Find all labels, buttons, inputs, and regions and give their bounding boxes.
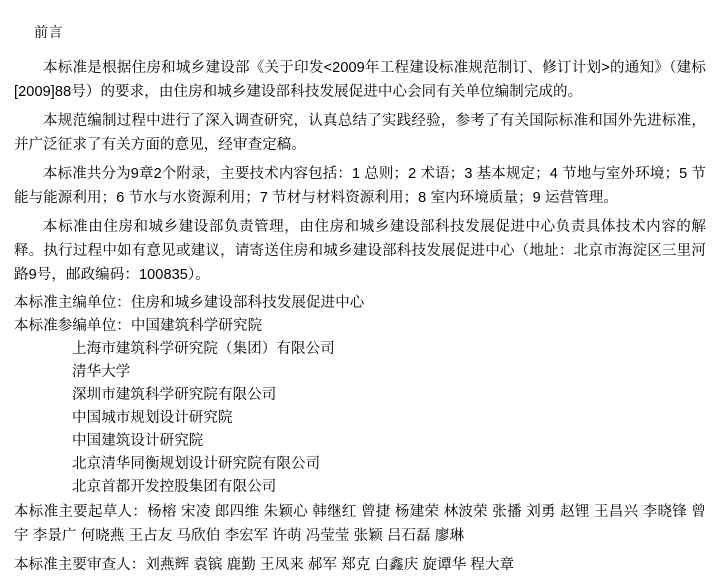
- participating-unit-item: 中国城市规划设计研究院: [72, 410, 233, 426]
- main-reviewers-label: 本标准主要审查人：: [14, 557, 146, 573]
- participating-unit-item: 北京清华同衡规划设计研究院有限公司: [72, 456, 321, 472]
- participating-units-first: 中国建筑科学研究院: [130, 318, 263, 334]
- participating-units-line: [14, 315, 706, 338]
- paragraph-3: 本标准共分为9章2个附录，主要技术内容包括：1 总则；2 术语；3 基本规定；4 节地与室外环境；5 节能与能源利用；6 节水与水资源利用；7 节材与材料资源利用；8 室内环境质量；9 运营管理。: [14, 166, 706, 206]
- paragraph-1: 本标准是根据住房和城乡建设部《关于印发<2009年工程建设标准规范制订、修订计划>的通知》（建标[2009]88号）的要求，由住房和城乡建设部科技发展促进中心会同有关单位编制完成的。: [14, 60, 706, 100]
- main-reviewers-value: 刘燕辉 袁镔 鹿勤 王凤来 郝军 郑克 白鑫庆 旋谭华 程大章: [145, 557, 515, 573]
- main-editor-value: 住房和城乡建设部科技发展促进中心: [130, 295, 365, 311]
- participating-unit-item: 北京首都开发控股集团有限公司: [72, 479, 277, 495]
- main-editor-label: 本标准主编单位：: [14, 295, 131, 311]
- participating-unit-item: 中国建筑设计研究院: [72, 433, 204, 449]
- page-title: 前言: [34, 24, 63, 40]
- main-drafters-label: 本标准主要起草人：: [14, 504, 148, 520]
- main-editor-line: [14, 292, 706, 315]
- units-section: [14, 292, 706, 499]
- main-drafters-paragraph: [14, 500, 706, 548]
- participating-unit-item: 清华大学: [72, 364, 131, 380]
- main-drafters-value: 杨榕 宋凌 郎四维 朱颖心 韩继红 曾捷 杨建荣 林波荣 张播 刘勇 赵锂 王昌兴 李晓锋 曾宇 李景广 何晓燕 王占友 马欣伯 李宏军 许萌 冯莹莹 张颖 吕石磊 廖琳: [14, 504, 706, 544]
- main-reviewers-paragraph: [14, 553, 706, 577]
- participating-unit-item: 深圳市建筑科学研究院有限公司: [72, 387, 277, 403]
- paragraph-4: 本标准由住房和城乡建设部负责管理，由住房和城乡建设部科技发展促进中心负责具体技术内容的解释。执行过程中如有意见或建议，请寄送住房和城乡建设部科技发展促进中心（地址：北京市海淀区三里河路9号，邮政编码：100835）。: [14, 219, 706, 283]
- participating-units-label: 本标准参编单位：: [14, 318, 131, 334]
- participating-unit-item: 上海市建筑科学研究院（集团）有限公司: [72, 341, 335, 357]
- paragraph-2: 本规范编制过程中进行了深入调查研究，认真总结了实践经验，参考了有关国际标准和国外先进标准，并广泛征求了有关方面的意见，经审查定稿。: [14, 113, 706, 153]
